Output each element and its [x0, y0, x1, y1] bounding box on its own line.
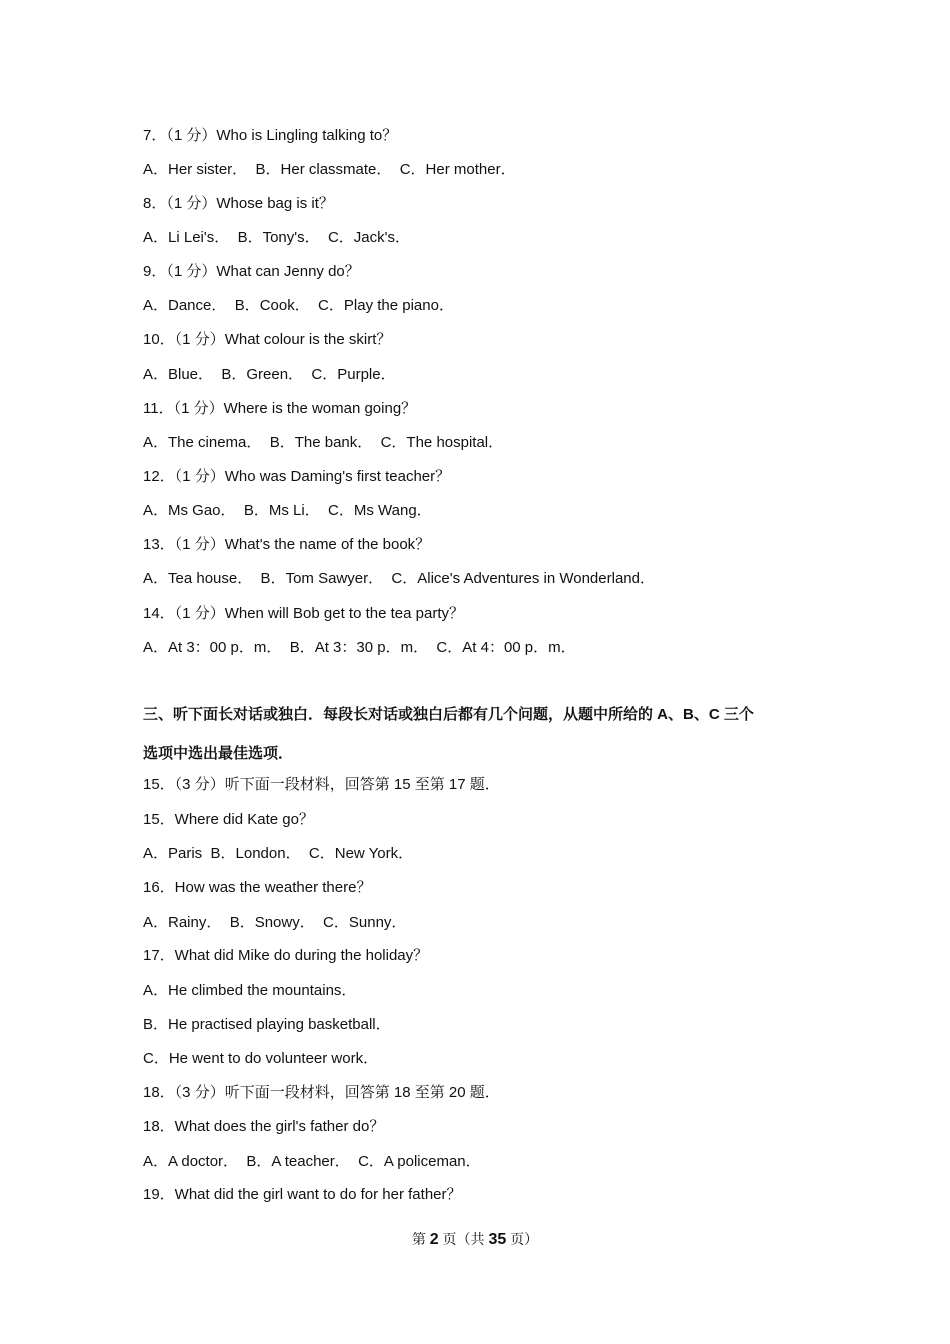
question-18: 18．What does the girl's father do？: [143, 1118, 385, 1135]
question-10: 10．（1 分）What colour is the skirt？: [143, 331, 392, 348]
question-8: 8．（1 分）Whose bag is it？: [143, 195, 334, 212]
question-15: 15．Where did Kate go？: [143, 811, 314, 828]
question-17: 17．What did Mike do during the holiday？: [143, 947, 429, 964]
total-page-count: 35: [488, 1231, 507, 1248]
option-17-a: A．He climbed the mountains．: [143, 982, 357, 999]
options-18: A．A doctor． B．A teacher． C．A policeman．: [143, 1153, 481, 1170]
question-12: 12．（1 分）Who was Daming's first teacher？: [143, 468, 451, 485]
option-17-b: B．He practised playing basketball．: [143, 1016, 391, 1033]
options-15: A．Paris B．London． C．New York．: [143, 845, 414, 862]
options-12: A．Ms Gao． B．Ms Li． C．Ms Wang．: [143, 502, 432, 519]
current-page-number: 2: [429, 1231, 439, 1248]
footer-suffix: 页）: [506, 1231, 539, 1247]
section-3-title-line-2: 选项中选出最佳选项．: [143, 745, 294, 762]
page-footer: [0, 1229, 950, 1250]
options-14: A．At 3：00 p．m． B．At 3：30 p．m． C．At 4：00 p．m．: [143, 639, 576, 656]
question-16: 16．How was the weather there？: [143, 879, 372, 896]
question-7: 7．（1 分）Who is Lingling talking to？: [143, 127, 398, 144]
options-10: A．Blue． B．Green． C．Purple．: [143, 366, 396, 383]
footer-prefix: 第: [411, 1231, 430, 1247]
options-11: A．The cinema． B．The bank． C．The hospital．: [143, 434, 504, 451]
material-18-instruction: 18．（3 分）听下面一段材料，回答第 18 至第 20 题．: [143, 1084, 500, 1101]
question-9: 9．（1 分）What can Jenny do？: [143, 263, 360, 280]
question-13: 13．（1 分）What's the name of the book？: [143, 536, 431, 553]
footer-middle: 页（共: [438, 1231, 489, 1247]
question-11: 11．（1 分）Where is the woman going？: [143, 400, 417, 417]
question-19: 19．What did the girl want to do for her father？: [143, 1186, 462, 1203]
options-16: A．Rainy． B．Snowy． C．Sunny．: [143, 914, 407, 931]
question-14: 14．（1 分）When will Bob get to the tea party？: [143, 605, 464, 622]
options-8: A．Li Lei's． B．Tony's． C．Jack's．: [143, 229, 410, 246]
options-13: A．Tea house． B．Tom Sawyer． C．Alice's Adventures in Wonderland．: [143, 570, 655, 587]
options-9: A．Dance． B．Cook． C．Play the piano．: [143, 297, 454, 314]
material-15-instruction: 15．（3 分）听下面一段材料，回答第 15 至第 17 题．: [143, 776, 500, 793]
section-3-title-line-1: 三、听下面长对话或独白．每段长对话或独白后都有几个问题，从题中所给的 A、B、C 三个: [143, 706, 754, 723]
option-17-c: C．He went to do volunteer work．: [143, 1050, 379, 1067]
options-7: A．Her sister． B．Her classmate． C．Her mother．: [143, 161, 516, 178]
